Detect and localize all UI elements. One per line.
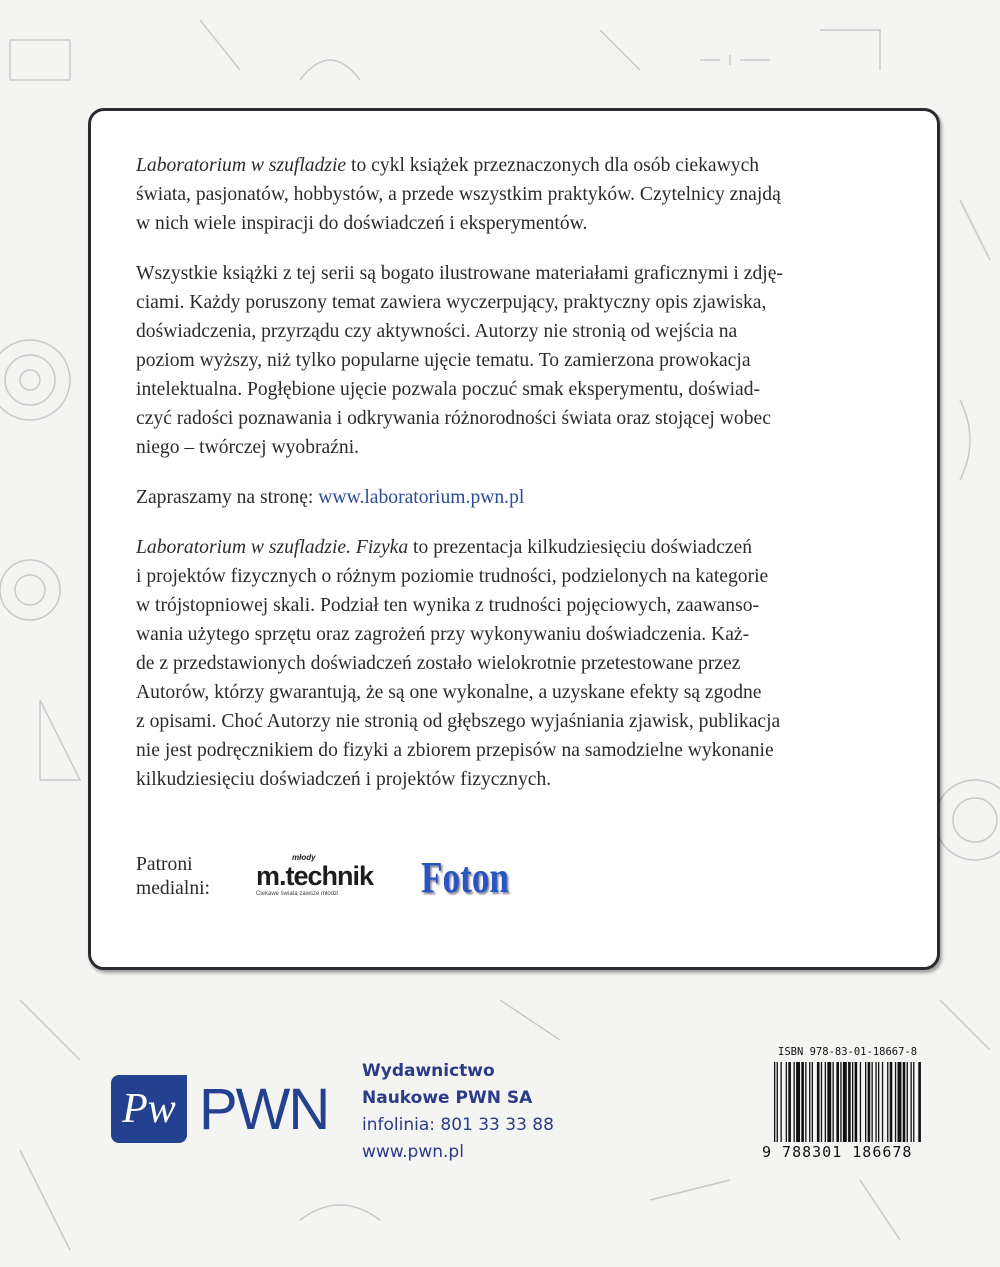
barcode-bar xyxy=(825,1062,826,1142)
text-line: czyć radości poznawania i odkrywania różnorodności świata oraz stojącej wobec xyxy=(136,408,771,429)
mtechnik-tagline: Ciekawe świata zawsze młodzi xyxy=(256,891,339,897)
barcode-bar xyxy=(777,1062,778,1142)
barcode-bar xyxy=(833,1062,834,1142)
website-link[interactable]: www.laboratorium.pwn.pl xyxy=(318,487,525,508)
barcode-bar xyxy=(852,1062,853,1142)
barcode-bar xyxy=(895,1062,896,1142)
text-line: kilkudziesięciu doświadczeń i projektów fizycznych. xyxy=(136,769,552,790)
barcode-bar xyxy=(836,1062,839,1142)
barcode-number: 9 788301 186678 xyxy=(762,1143,913,1161)
patrons-label-line: medialni: xyxy=(136,878,211,899)
patrons-label xyxy=(136,853,246,901)
isbn-label: ISBN 978-83-01-18667-8 xyxy=(778,1046,918,1058)
barcode-bar xyxy=(872,1062,873,1142)
paragraph-series-details xyxy=(136,259,916,462)
pwn-logo xyxy=(111,1075,328,1143)
barcode-bar xyxy=(805,1062,806,1142)
barcode-bar xyxy=(918,1062,921,1142)
text-line: poziom wyższy, niż tylko popularne ujęcie tematu. To zamierzona prowokacja xyxy=(136,350,751,371)
series-title: Laboratorium w szufladzie xyxy=(136,155,347,176)
text-line: z opisami. Choć Autorzy nie stronią od głębszego wyjaśniania zjawisk, publikacja xyxy=(136,711,781,732)
text-line: ciami. Każdy poruszony temat zawiera wyczerpujący, praktyczny opis zjawiska, xyxy=(136,292,767,313)
barcode-bar xyxy=(796,1062,800,1142)
text-line: w nich wiele inspiracji do doświadczeń i eksperymentów. xyxy=(136,213,588,234)
mtechnik-logo-superscript: młody xyxy=(292,853,316,862)
publisher-info xyxy=(362,1058,554,1166)
barcode-bar xyxy=(875,1062,876,1142)
publisher-name: Naukowe PWN SA xyxy=(362,1088,533,1108)
text-line: Wszystkie książki z tej serii są bogato ilustrowane materiałami graficznymi i zdję- xyxy=(136,263,783,284)
paragraph-book-description xyxy=(136,533,916,794)
text-line: w trójstopniowej skali. Podział ten wynika z trudności pojęciowych, zaawanso- xyxy=(136,595,760,616)
text-line: to cykl książek przeznaczonych dla osób ciekawych xyxy=(346,155,760,176)
barcode-bar xyxy=(817,1062,820,1142)
text-line: niego – twórczej wyobraźni. xyxy=(136,437,360,458)
barcode-bar xyxy=(882,1062,883,1142)
barcode-bar xyxy=(855,1062,858,1142)
patrons-label-line: Patroni xyxy=(136,854,193,875)
barcode-bar xyxy=(794,1062,795,1142)
pwn-logo-text: PWN xyxy=(199,1076,329,1142)
barcode-bar xyxy=(911,1062,912,1142)
text-line: doświadczenia, przyrządu czy aktywności. Autorzy nie stronią od wejścia na xyxy=(136,321,738,342)
publisher-name: Wydawnictwo xyxy=(362,1061,495,1081)
barcode-bar xyxy=(843,1062,847,1142)
barcode-bar xyxy=(840,1062,841,1142)
foton-logo xyxy=(421,853,509,903)
barcode-bar xyxy=(878,1062,879,1142)
foton-logo-text: Foton xyxy=(421,853,510,902)
barcode-bar xyxy=(848,1062,851,1142)
barcode-bar xyxy=(809,1062,810,1142)
text-line: wania użytego sprzętu oraz zagrożeń przy wykonywaniu doświadczenia. Każ- xyxy=(136,624,750,645)
media-patrons xyxy=(136,853,531,903)
barcode-bar xyxy=(821,1062,822,1142)
barcode-bar xyxy=(868,1062,871,1142)
pwn-logo-mark-icon: Pw xyxy=(111,1075,187,1143)
barcode-bar xyxy=(890,1062,893,1142)
text-line: i projektów fizycznych o różnym poziomie trudności, podzielonych na kategorie xyxy=(136,566,769,587)
barcode-bar xyxy=(827,1062,831,1142)
barcode xyxy=(772,1062,927,1142)
text-line: de z przedstawionych doświadczeń zostało wielokrotnie przetestowane przez xyxy=(136,653,741,674)
mtechnik-logo xyxy=(256,853,373,898)
barcode-bar xyxy=(865,1062,866,1142)
barcode-bar xyxy=(887,1062,888,1142)
barcode-bar xyxy=(812,1062,813,1142)
text-line: świata, pasjonatów, hobbystów, a przede wszystkim praktyków. Czytelnicy znajdą xyxy=(136,184,781,205)
paragraph-series-intro xyxy=(136,151,916,238)
barcode-bar xyxy=(781,1062,782,1142)
description-panel xyxy=(88,108,940,970)
barcode-bar xyxy=(801,1062,804,1142)
mtechnik-logo-text: m.technik xyxy=(256,861,374,891)
website-label: Zapraszamy na stronę: xyxy=(136,487,319,508)
barcode-bar xyxy=(860,1062,861,1142)
text-line: intelektualna. Pogłębione ujęcie pozwala poczuć smak eksperymentu, doświad- xyxy=(136,379,761,400)
barcode-bar xyxy=(898,1062,902,1142)
barcode-bar xyxy=(913,1062,914,1142)
book-title: Laboratorium w szufladzie. Fizyka xyxy=(136,537,409,558)
text-line: to prezentacja kilkudziesięciu doświadczeń xyxy=(408,537,752,558)
publisher-phone: infolinia: 801 33 33 88 xyxy=(362,1115,554,1135)
barcode-bar xyxy=(774,1062,775,1142)
barcode-bar xyxy=(786,1062,787,1142)
paragraph-website xyxy=(136,483,916,512)
text-line: Autorów, którzy gwarantują, że są one wykonalne, a uzyskane efekty są zgodne xyxy=(136,682,762,703)
barcode-bar xyxy=(907,1062,908,1142)
text-line: nie jest podręcznikiem do fizyki a zbiorem przepisów na samodzielne wykonanie xyxy=(136,740,774,761)
publisher-website[interactable]: www.pwn.pl xyxy=(362,1142,464,1162)
barcode-bar xyxy=(788,1062,791,1142)
barcode-bar xyxy=(903,1062,906,1142)
